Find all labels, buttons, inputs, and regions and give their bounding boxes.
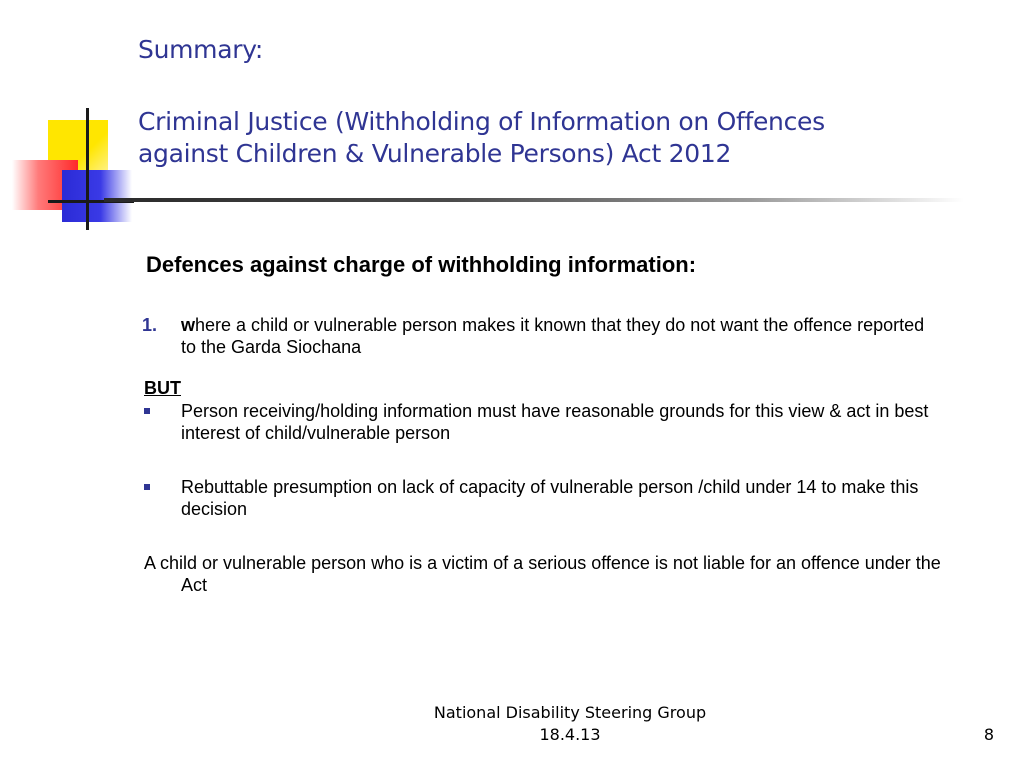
- title-act-line-2: against Children & Vulnerable Persons) Act 2012: [138, 139, 732, 168]
- title-gap: [138, 66, 978, 106]
- slide-title: [138, 34, 978, 170]
- closing-statement: A child or vulnerable person who is a victim of a serious offence is not liable for an offence under the Act: [144, 553, 941, 595]
- bullet-item: [144, 400, 944, 444]
- footer: [400, 702, 740, 746]
- square-bullet-icon: [144, 408, 150, 414]
- footer-date: 18.4.13: [539, 725, 601, 744]
- page-number: 8: [983, 725, 994, 744]
- decorative-logo: [0, 0, 150, 240]
- but-label: BUT: [144, 378, 181, 398]
- section-heading: Defences against charge of withholding information:: [146, 252, 697, 277]
- item-first-letter: w: [181, 315, 196, 335]
- item-number: 1.: [142, 315, 158, 335]
- title-summary: Summary:: [138, 35, 264, 64]
- logo-blue-block: [62, 170, 132, 222]
- title-act-line-1: Criminal Justice (Withholding of Information on Offences: [138, 107, 825, 136]
- footer-organization: National Disability Steering Group: [433, 703, 707, 722]
- bullet-item: [144, 476, 944, 520]
- slide-body: [144, 250, 944, 596]
- title-divider-line: [104, 198, 964, 202]
- numbered-item: [144, 314, 944, 358]
- bullet-text: Person receiving/holding information must have reasonable grounds for this view & act in best interest of child/vulnerable person: [181, 401, 929, 443]
- item-text: here a child or vulnerable person makes it known that they do not want the offence reported to the Garda Siochana: [181, 315, 925, 357]
- logo-vertical-line: [86, 108, 89, 230]
- bullet-text: Rebuttable presumption on lack of capacity of vulnerable person /child under 14 to make this decision: [181, 477, 919, 519]
- square-bullet-icon: [144, 484, 150, 490]
